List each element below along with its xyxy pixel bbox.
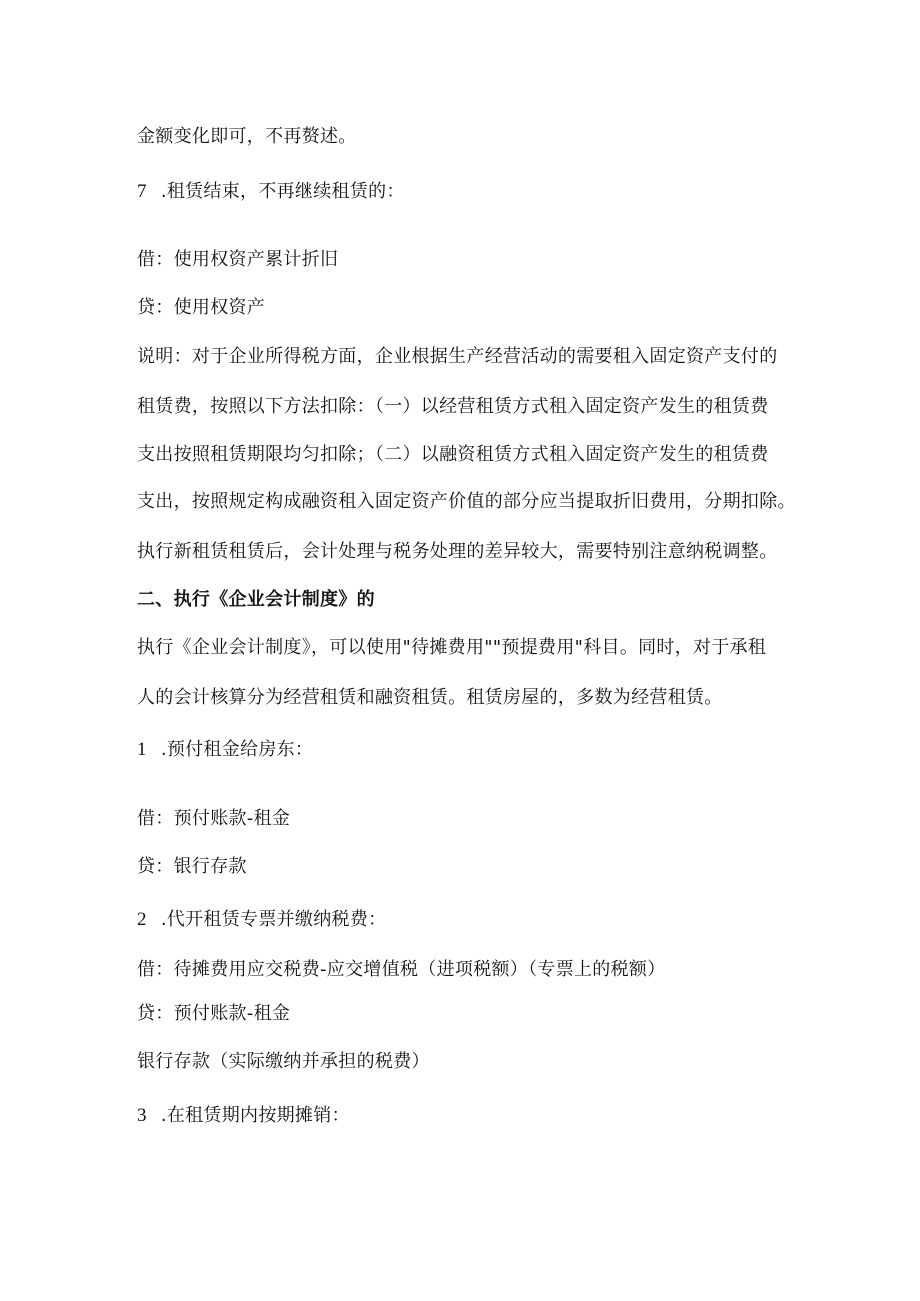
item-text: .预付租金给房东： [160, 739, 314, 760]
paragraph-line: 执行《企业会计制度》，可以使用"待摊费用""预提费用"科目。同时，对于承租 [137, 637, 767, 658]
journal-debit-line: 借：预付账款-租金 [137, 808, 291, 829]
item-text: .代开租赁专票并缴纳税费： [160, 909, 387, 930]
numbered-item-2 [137, 908, 386, 932]
item-number: 7 [137, 181, 147, 202]
paragraph-line: 支出按照租赁期限均匀扣除；（二）以融资租赁方式租入固定资产发生的租赁费 [137, 444, 769, 465]
section-heading: 二、执行《企业会计制度》的 [137, 589, 375, 610]
item-number: 1 [137, 739, 147, 760]
journal-credit-line: 贷：银行存款 [137, 856, 247, 877]
journal-debit-line: 借：使用权资产累计折旧 [137, 249, 339, 270]
paragraph-line: 支出，按照规定构成融资租入固定资产价值的部分应当提取折旧费用，分期扣除。 [137, 491, 796, 512]
text-line: 金额变化即可，不再赘述。 [137, 126, 357, 147]
numbered-item-1 [137, 738, 313, 762]
item-text: .在租赁期内按期摊销： [160, 1105, 350, 1126]
paragraph-line: 人的会计核算分为经营租赁和融资租赁。租赁房屋的，多数为经营租赁。 [137, 687, 723, 708]
paragraph-line: 租赁费，按照以下方法扣除：（一）以经营租赁方式租入固定资产发生的租赁费 [137, 396, 769, 417]
journal-debit-line: 借：待摊费用应交税费-应交增值税（进项税额）（专票上的税额） [137, 959, 666, 980]
item-number: 3 [137, 1105, 147, 1126]
item-number: 2 [137, 909, 147, 930]
paragraph-line: 说明：对于企业所得税方面，企业根据生产经营活动的需要租入固定资产支付的 [137, 346, 778, 367]
numbered-item-3 [137, 1104, 350, 1128]
item-text: .租赁结束，不再继续租赁的： [160, 181, 405, 202]
journal-credit-line: 银行存款（实际缴纳并承担的税费） [137, 1051, 430, 1072]
journal-credit-line: 贷：使用权资产 [137, 297, 266, 318]
numbered-item-7 [137, 180, 405, 204]
journal-credit-line: 贷：预付账款-租金 [137, 1003, 291, 1024]
paragraph-line: 执行新租赁租赁后，会计处理与税务处理的差异较大，需要特别注意纳税调整。 [137, 541, 778, 562]
